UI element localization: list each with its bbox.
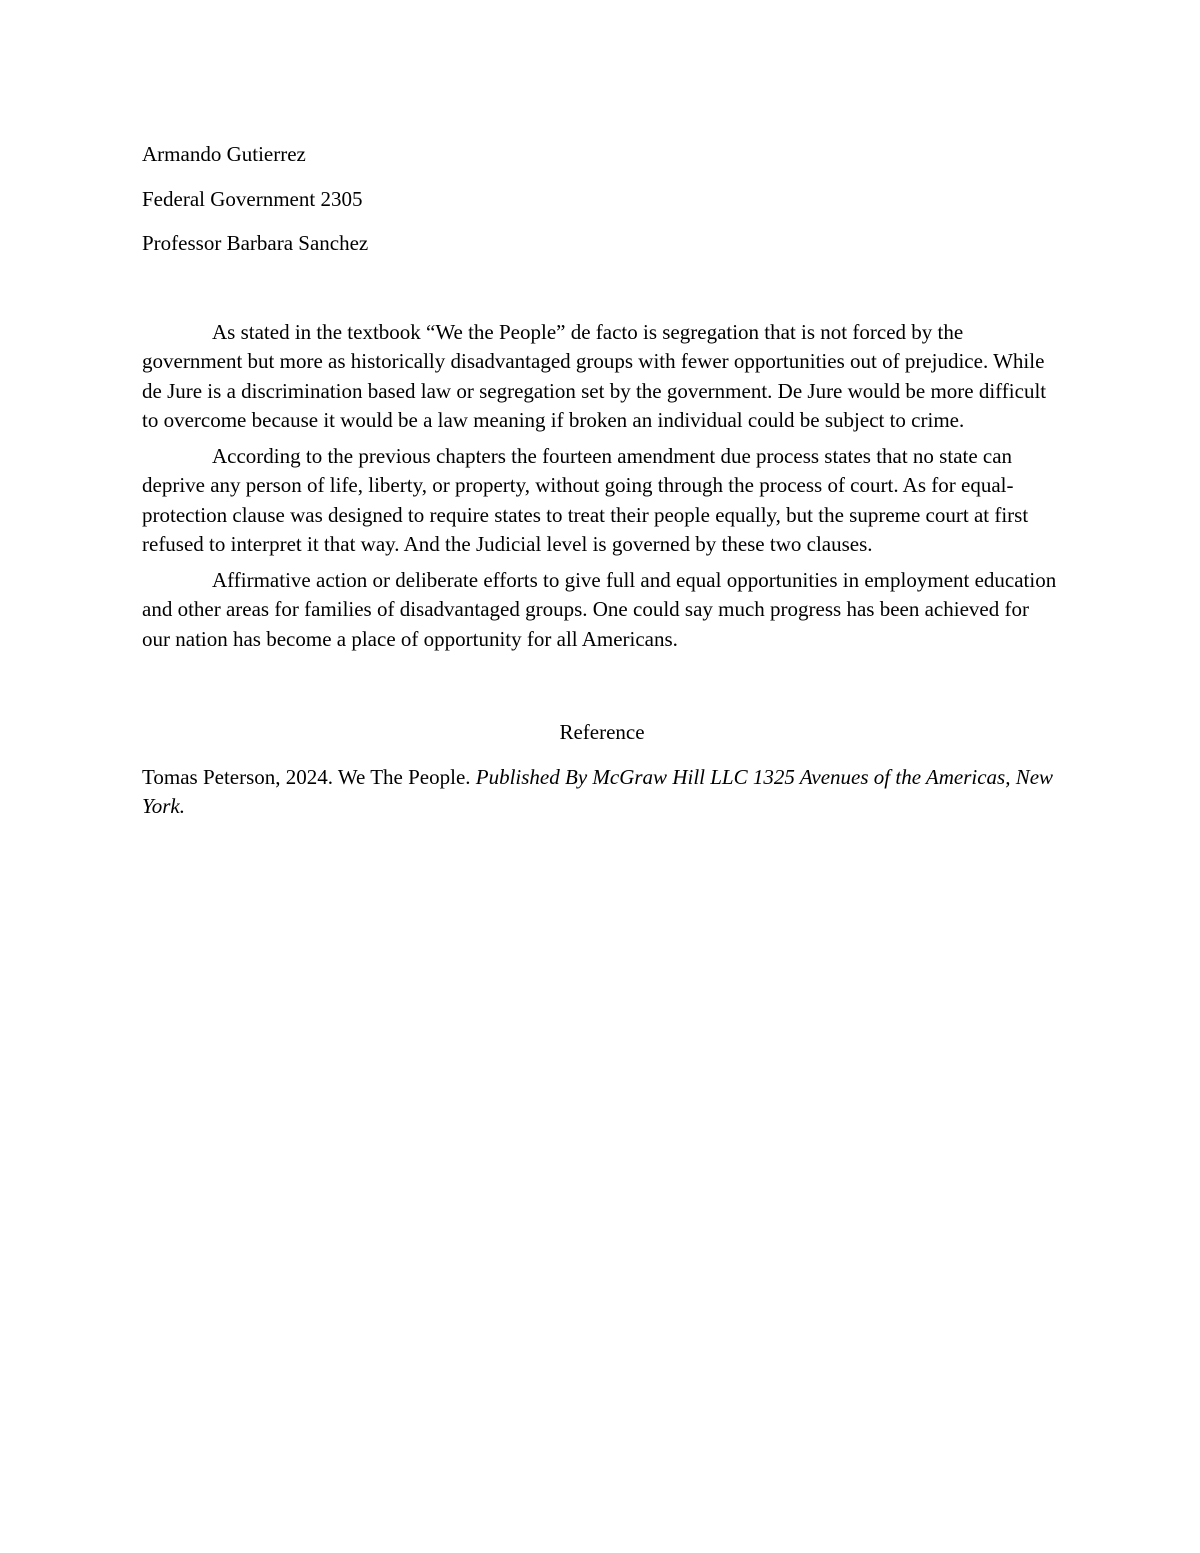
- course-name: Federal Government 2305: [142, 186, 363, 211]
- author-name: Armando Gutierrez: [142, 142, 306, 166]
- reference-citation: [142, 763, 1062, 822]
- citation-plain-text: Tomas Peterson, 2024. We The People.: [142, 764, 476, 789]
- document-content: [142, 140, 1062, 822]
- professor-name: Professor Barbara Sanchez: [142, 231, 369, 255]
- body-paragraph-1: As stated in the textbook “We the People” de facto is segregation that is not forced by the government but more as historically disadvantaged groups with fewer opportunities out of prejudice. While de Jure is a discrimination based law or segregation set by the government. De Jure would be more difficult to overcome because it would be a law meaning if broken an individual could be subject to crime.: [142, 319, 1047, 432]
- reference-heading: Reference: [559, 720, 645, 744]
- header-spacer: [142, 274, 1062, 318]
- body-paragraph-3: Affirmative action or deliberate efforts to give full and equal opportunities in employment education and other areas for families of disadvantaged groups. One could say much progress has been achieved for our nation has become a place of opportunity for all Americans.: [142, 567, 1057, 651]
- body-paragraph-2: According to the previous chapters the fourteen amendment due process states that no state can deprive any person of life, liberty, or property, without going through the process of court. As for equal-protection clause was designed to require states to treat their people equally, but the supreme court at first refused to interpret it that way. And the Judicial level is governed by these two clauses.: [142, 443, 1029, 556]
- reference-section: [142, 718, 1062, 822]
- citation-italic-text: Published By McGraw Hill LLC 1325 Avenues of the Americas, New York.: [142, 764, 1054, 818]
